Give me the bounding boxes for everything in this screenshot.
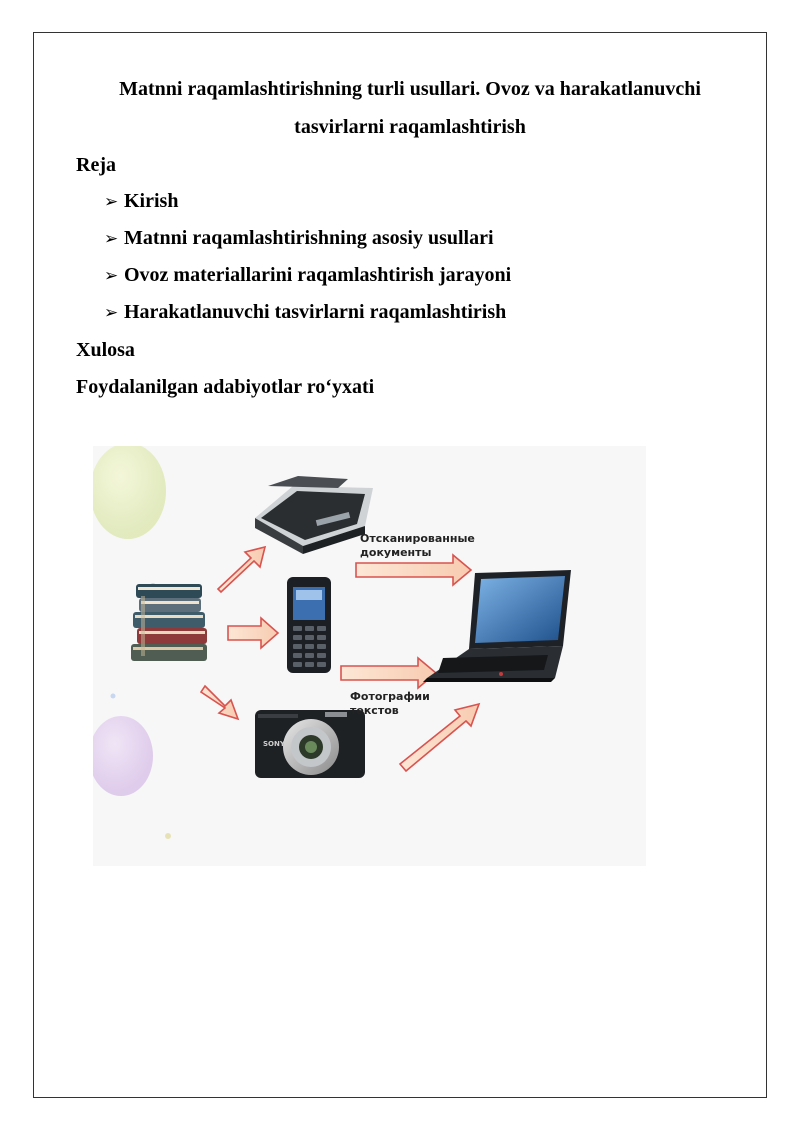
caption-scanned-line-1: Отсканированные — [360, 532, 475, 545]
references-heading: Foydalanilgan adabiyotlar ro‘yxati — [76, 376, 375, 398]
plan-item-label: Matnni raqamlashtirishning asosiy usullari — [124, 227, 494, 249]
arrow-camera-to-laptop — [400, 704, 479, 771]
arrow-books-to-camera — [201, 686, 238, 719]
plan-item — [104, 188, 178, 215]
arrow-scanner-to-laptop — [356, 555, 471, 585]
digitization-figure — [93, 446, 646, 866]
arrow-phone-to-laptop — [341, 658, 436, 688]
scanner-icon — [255, 476, 373, 554]
conclusion-heading: Xulosa — [76, 339, 135, 361]
camera-brand: SONY — [263, 740, 285, 748]
bullet-arrow-icon: ➢ — [104, 229, 119, 249]
title-line-1: Matnni raqamlashtirishning turli usullari. Ovoz va harakatlanuvchi — [119, 78, 701, 100]
title-line-2: tasvirlarni raqamlashtirish — [294, 116, 526, 138]
bullet-arrow-icon: ➢ — [104, 266, 119, 286]
arrow-books-to-scanner — [218, 547, 265, 592]
camera-icon — [255, 710, 365, 778]
caption-scanned-line-2: документы — [360, 546, 432, 559]
plan-heading: Reja — [76, 154, 116, 176]
plan-item-label: Ovoz materiallarini raqamlashtirish jarayoni — [124, 264, 512, 286]
plan-item — [104, 262, 511, 289]
books-icon — [131, 584, 207, 661]
laptop-icon — [423, 570, 571, 682]
plan-item — [104, 299, 506, 326]
plan-item-label: Harakatlanuvchi tasvirlarni raqamlashtirish — [124, 301, 507, 323]
page-title — [60, 70, 760, 146]
plan-item — [104, 225, 494, 252]
caption-photos-line-1: Фотографии — [350, 690, 430, 703]
bullet-arrow-icon: ➢ — [104, 192, 119, 212]
phone-icon — [287, 577, 331, 673]
plan-item-label: Kirish — [124, 190, 179, 212]
bullet-arrow-icon: ➢ — [104, 303, 119, 323]
caption-photos-line-2: текстов — [350, 704, 399, 717]
arrow-books-to-phone — [228, 618, 278, 648]
